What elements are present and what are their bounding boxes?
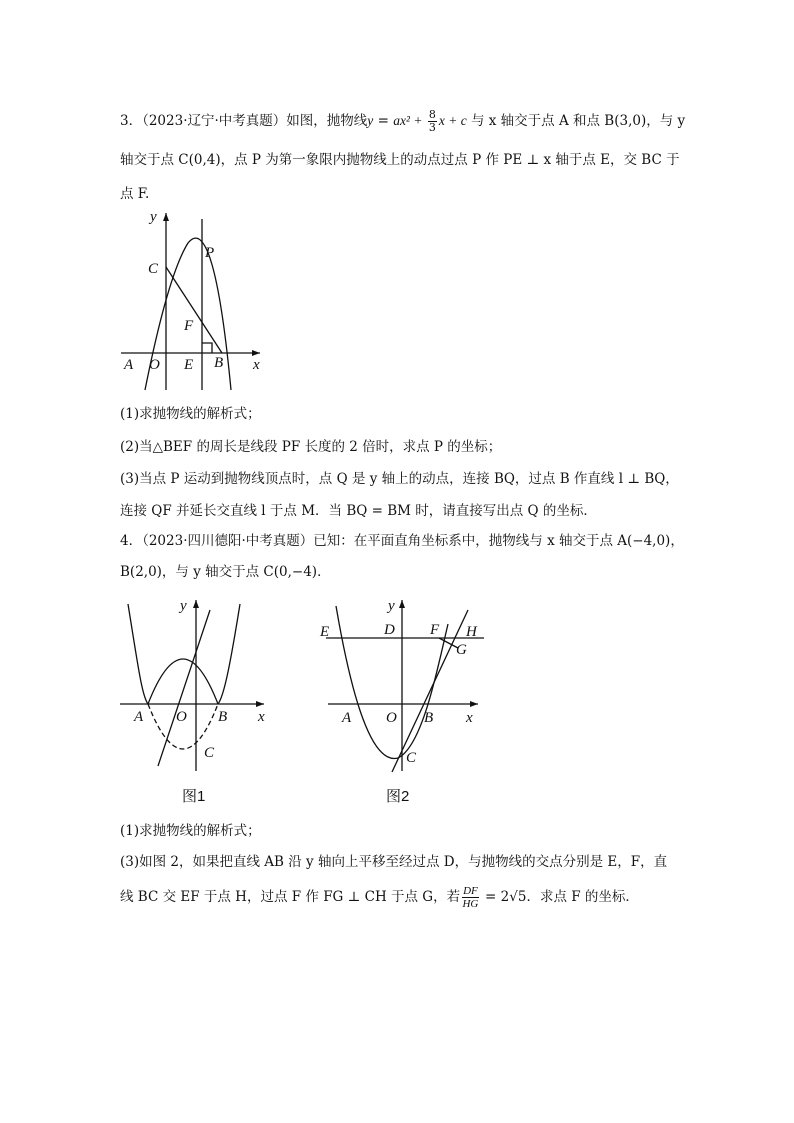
q3-label-o: O xyxy=(149,357,160,373)
q4-fig1-label-o: O xyxy=(176,709,187,725)
q3-frac-num: 8 xyxy=(428,108,436,121)
q3-eq-y: y xyxy=(367,113,374,128)
q4-fig1-label-b: B xyxy=(218,709,228,725)
q3-eq-fraction xyxy=(428,109,437,134)
q4-fig1-parabola-upper-right xyxy=(218,604,240,704)
q3-eq-equals: = xyxy=(373,113,394,129)
q3-frac-den: 3 xyxy=(428,121,436,134)
q4-line2: B(2,0)，与 y 轴交于点 C(0,−4)． xyxy=(120,564,331,580)
q3-eq-ax2: ax² + xyxy=(393,113,426,128)
q3-line2: 轴交于点 C(0,4)，点 P 为第一象限内抛物线上的动点过点 P 作 PE ⊥ x 轴于点 E，交 BC 于 xyxy=(120,152,680,168)
q4-fig1-x-arrow-icon xyxy=(256,701,264,707)
q4-fig1-inverted-parabola xyxy=(148,659,218,704)
q4-fig2-label-o: O xyxy=(386,710,397,726)
q4-fig1-parabola-upper xyxy=(128,604,148,704)
q3-x-arrow-icon xyxy=(252,350,260,356)
q3-part2: (2)当△BEF 的周长是线段 PF 长度的 2 倍时，求点 P 的坐标； xyxy=(120,439,502,455)
q4-fig2-label-d: D xyxy=(384,622,395,638)
q3-line-bc xyxy=(166,267,222,353)
q3-line1-suffix: 与 x 轴交于点 A 和点 B(3,0)，与 y xyxy=(466,113,686,129)
q4-fig2-label-a: A xyxy=(342,710,352,726)
q4-fig2-label-e: E xyxy=(320,624,330,640)
q4-part3-line2-prefix: 线 BC 交 EF 于点 H，过点 F 作 FG ⊥ CH 于点 G，若 xyxy=(120,889,461,905)
q4-fig2-label-h: H xyxy=(466,624,477,640)
q4-ratio-num: DF xyxy=(463,885,478,897)
q4-fig2-caption: 图2 xyxy=(386,788,410,805)
q3-label-e: E xyxy=(184,357,194,373)
q3-part3-line2: 连接 QF 并延长交直线 l 于点 M．当 BQ = BM 时，请直接写出点 Q 的坐标． xyxy=(120,503,597,519)
q4-fig1-label-a: A xyxy=(134,709,144,725)
q4-fig2-label-c: C xyxy=(406,750,417,766)
q3-label-b: B xyxy=(214,355,224,371)
q3-label-f: F xyxy=(184,318,194,334)
q3-label-a: A xyxy=(124,357,134,373)
q3-part3-line1: (3)当点 P 运动到抛物线顶点时，点 Q 是 y 轴上的动点，连接 BQ，过点 B 作直线 l ⊥ BQ， xyxy=(120,471,679,487)
q3-y-arrow-icon xyxy=(163,213,169,221)
q4-fig2-x-arrow-icon xyxy=(470,701,478,707)
q4-fig2-label-g: G xyxy=(456,642,467,658)
q4-ratio-fraction xyxy=(462,885,479,910)
q3-right-angle-mark xyxy=(202,343,212,353)
q4-fig1-label-x: x xyxy=(258,709,265,725)
q3-line1-prefix: 3．（2023·辽宁·中考真题）如图，抛物线 xyxy=(120,113,368,129)
q3-eq-tail: x + c xyxy=(438,113,467,128)
q4-fig1-y-arrow-icon xyxy=(193,600,199,608)
q4-ratio-den: HG xyxy=(462,898,479,910)
q4-fig2-y-arrow-icon xyxy=(399,600,405,608)
q3-line1 xyxy=(120,109,685,134)
q4-fig2-label-x: x xyxy=(466,710,473,726)
q4-part3-line1: (3)如图 2，如果把直线 AB 沿 y 轴向上平移至经过点 D，与抛物线的交点分别是 E，F，直 xyxy=(120,854,668,870)
q4-fig1-caption: 图1 xyxy=(182,788,206,805)
q4-line1: 4．（2023·四川德阳·中考真题）已知：在平面直角坐标系中，抛物线与 x 轴交于点 A(−4,0)， xyxy=(120,533,684,549)
q4-fig2-label-b: B xyxy=(424,710,434,726)
q3-label-x: x xyxy=(253,357,260,373)
q4-part3-line2-suffix: = 2√5．求点 F 的坐标． xyxy=(480,889,639,905)
q4-fig2-label-f: F xyxy=(430,622,440,638)
q3-label-y: y xyxy=(150,209,157,225)
q3-label-p: P xyxy=(205,245,215,261)
q4-part3-line2 xyxy=(120,885,639,910)
q3-figure xyxy=(118,205,268,390)
q3-part1: (1)求抛物线的解析式； xyxy=(120,406,261,422)
q4-figure1 xyxy=(118,596,278,811)
q4-fig1-line xyxy=(158,610,210,766)
q4-part1: (1)求抛物线的解析式； xyxy=(120,823,261,839)
q3-line3: 点 F. xyxy=(120,186,150,202)
q4-fig1-label-y: y xyxy=(180,598,187,614)
q4-fig1-label-c: C xyxy=(204,745,215,761)
q4-fig2-label-y: y xyxy=(388,598,395,614)
q4-figure2 xyxy=(318,596,488,811)
q3-label-c: C xyxy=(148,261,159,277)
